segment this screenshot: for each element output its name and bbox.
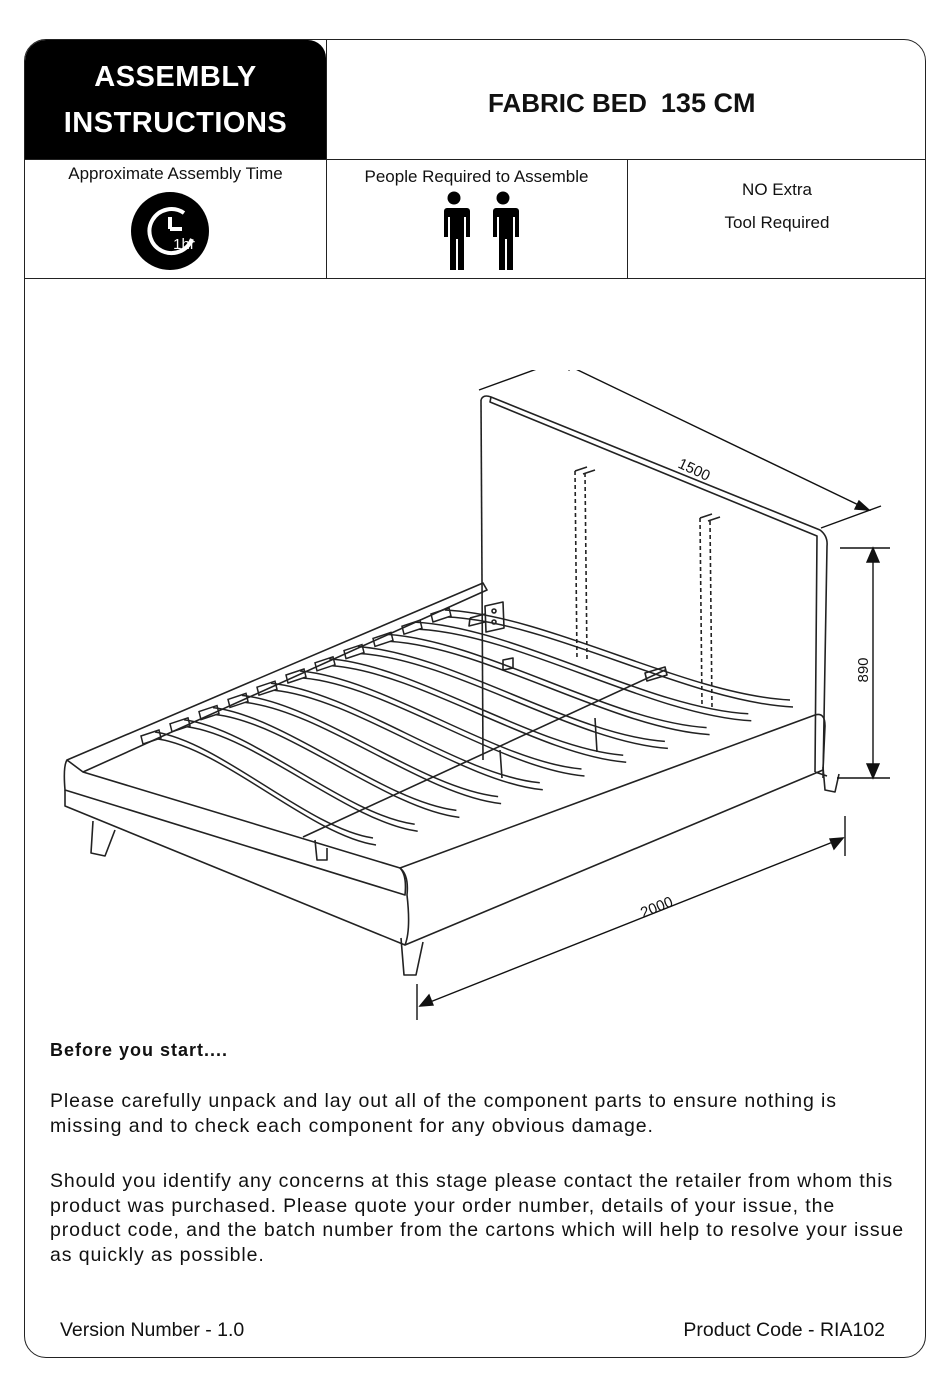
person-icon [441, 192, 470, 271]
tool-requirement [627, 173, 926, 239]
width-dimension: 1500 [675, 455, 713, 485]
bed-slats [141, 608, 793, 845]
header-vertical-divider [326, 40, 327, 159]
title-line-2: INSTRUCTIONS [63, 106, 288, 139]
headboard-left-edge [481, 400, 483, 760]
product-title [488, 88, 755, 119]
two-people-icon [435, 190, 523, 272]
info-row-divider [25, 278, 925, 279]
assembly-time-label: Approximate Assembly Time [68, 164, 283, 183]
far-side-rail [67, 583, 487, 772]
bed-leg [823, 767, 839, 792]
length-dimension: 2000 [638, 893, 676, 922]
title-line-1: ASSEMBLY [94, 60, 257, 93]
headboard-outline [481, 396, 827, 778]
product-name: FABRIC BED [488, 88, 647, 118]
people-required-label: People Required to Assemble [364, 167, 589, 186]
bed-leg [91, 821, 115, 856]
before-you-start-heading: Before you start.... [50, 1040, 229, 1060]
title-block [25, 40, 326, 159]
instruction-sheet [24, 39, 926, 1358]
headboard-front-panel [490, 397, 817, 772]
unpack-paragraph: Please carefully unpack and lay out all of the component parts to ensure nothing is missing and to check each component for any obvious damage. [50, 1090, 837, 1137]
concerns-paragraph: Should you identify any concerns at this stage please contact the retailer from whom this product was purchased. Please quote your order number, details of your issue, the product code, and the batch number from the cartons which will help to resolve your issue as quickly as possible. [50, 1170, 905, 1266]
bed-leg [401, 938, 423, 975]
tool-line-1: NO Extra [742, 180, 812, 199]
version-number: Version Number - 1.0 [60, 1319, 245, 1341]
foot-end-rail [400, 714, 825, 945]
time-value: 1hr [173, 236, 195, 253]
tool-line-2: Tool Required [724, 213, 830, 232]
product-size: 135 CM [660, 88, 756, 118]
height-dimension: 890 [855, 657, 872, 683]
product-code: Product Code - RIA102 [683, 1319, 885, 1341]
person-icon [490, 192, 519, 271]
header-divider [25, 159, 925, 160]
bed-diagram [55, 370, 895, 1020]
clock-icon [130, 191, 210, 271]
